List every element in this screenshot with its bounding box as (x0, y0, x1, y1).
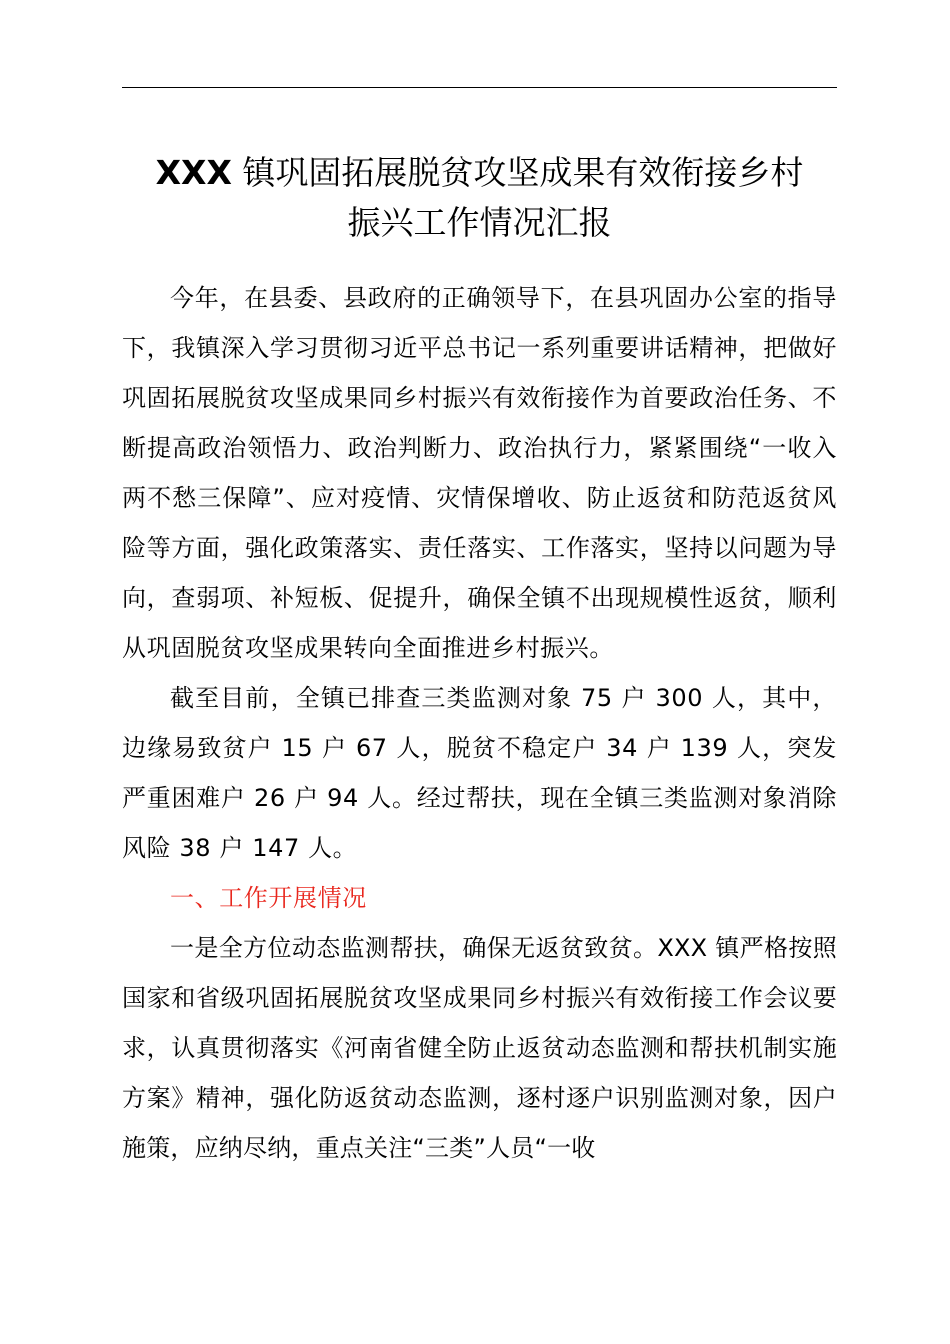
paragraph-section-1: 一是全方位动态监测帮扶，确保无返贫致贫。XXX 镇严格按照国家和省级巩固拓展脱贫攻坚成果同乡村振兴有效衔接工作会议要求，认真贯彻落实《河南省健全防止返贫动态监测和帮扶机制实施方案》精神，强化防返贫动态监测，逐村逐户识别监测对象，因户施策，应纳尽纳，重点关注“三类”人员“一收 (122, 934, 837, 1162)
title-line-2: 振兴工作情况汇报 (347, 203, 612, 242)
header-rule (122, 87, 837, 88)
section-heading: 一、工作开展情况 (170, 884, 367, 912)
document-body (122, 273, 837, 1173)
paragraph-intro: 今年，在县委、县政府的正确领导下，在县巩固办公室的指导下，我镇深入学习贯彻习近平总书记一系列重要讲话精神，把做好巩固拓展脱贫攻坚成果同乡村振兴有效衔接作为首要政治任务、不断提高政治领悟力、政治判断力、政治执行力，紧紧围绕“一收入两不愁三保障”、应对疫情、灾情保增收、防止返贫和防范返贫风险等方面，强化政策落实、责任落实、工作落实，坚持以问题为导向，查弱项、补短板、促提升，确保全镇不出现规模性返贫，顺利从巩固脱贫攻坚成果转向全面推进乡村振兴。 (122, 284, 837, 662)
paragraph-statistics: 截至目前，全镇已排查三类监测对象 75 户 300 人，其中，边缘易致贫户 15 户 67 人，脱贫不稳定户 34 户 139 人，突发严重困难户 26 户 94 人。经过帮扶，现在全镇三类监测对象消除风险 38 户 147 人。 (122, 684, 837, 862)
title-line-1 (122, 148, 837, 198)
document-title (122, 148, 837, 248)
title-prefix: XXX (155, 153, 232, 192)
title-line-1-text: 镇巩固拓展脱贫攻坚成果有效衔接乡村 (231, 153, 804, 192)
